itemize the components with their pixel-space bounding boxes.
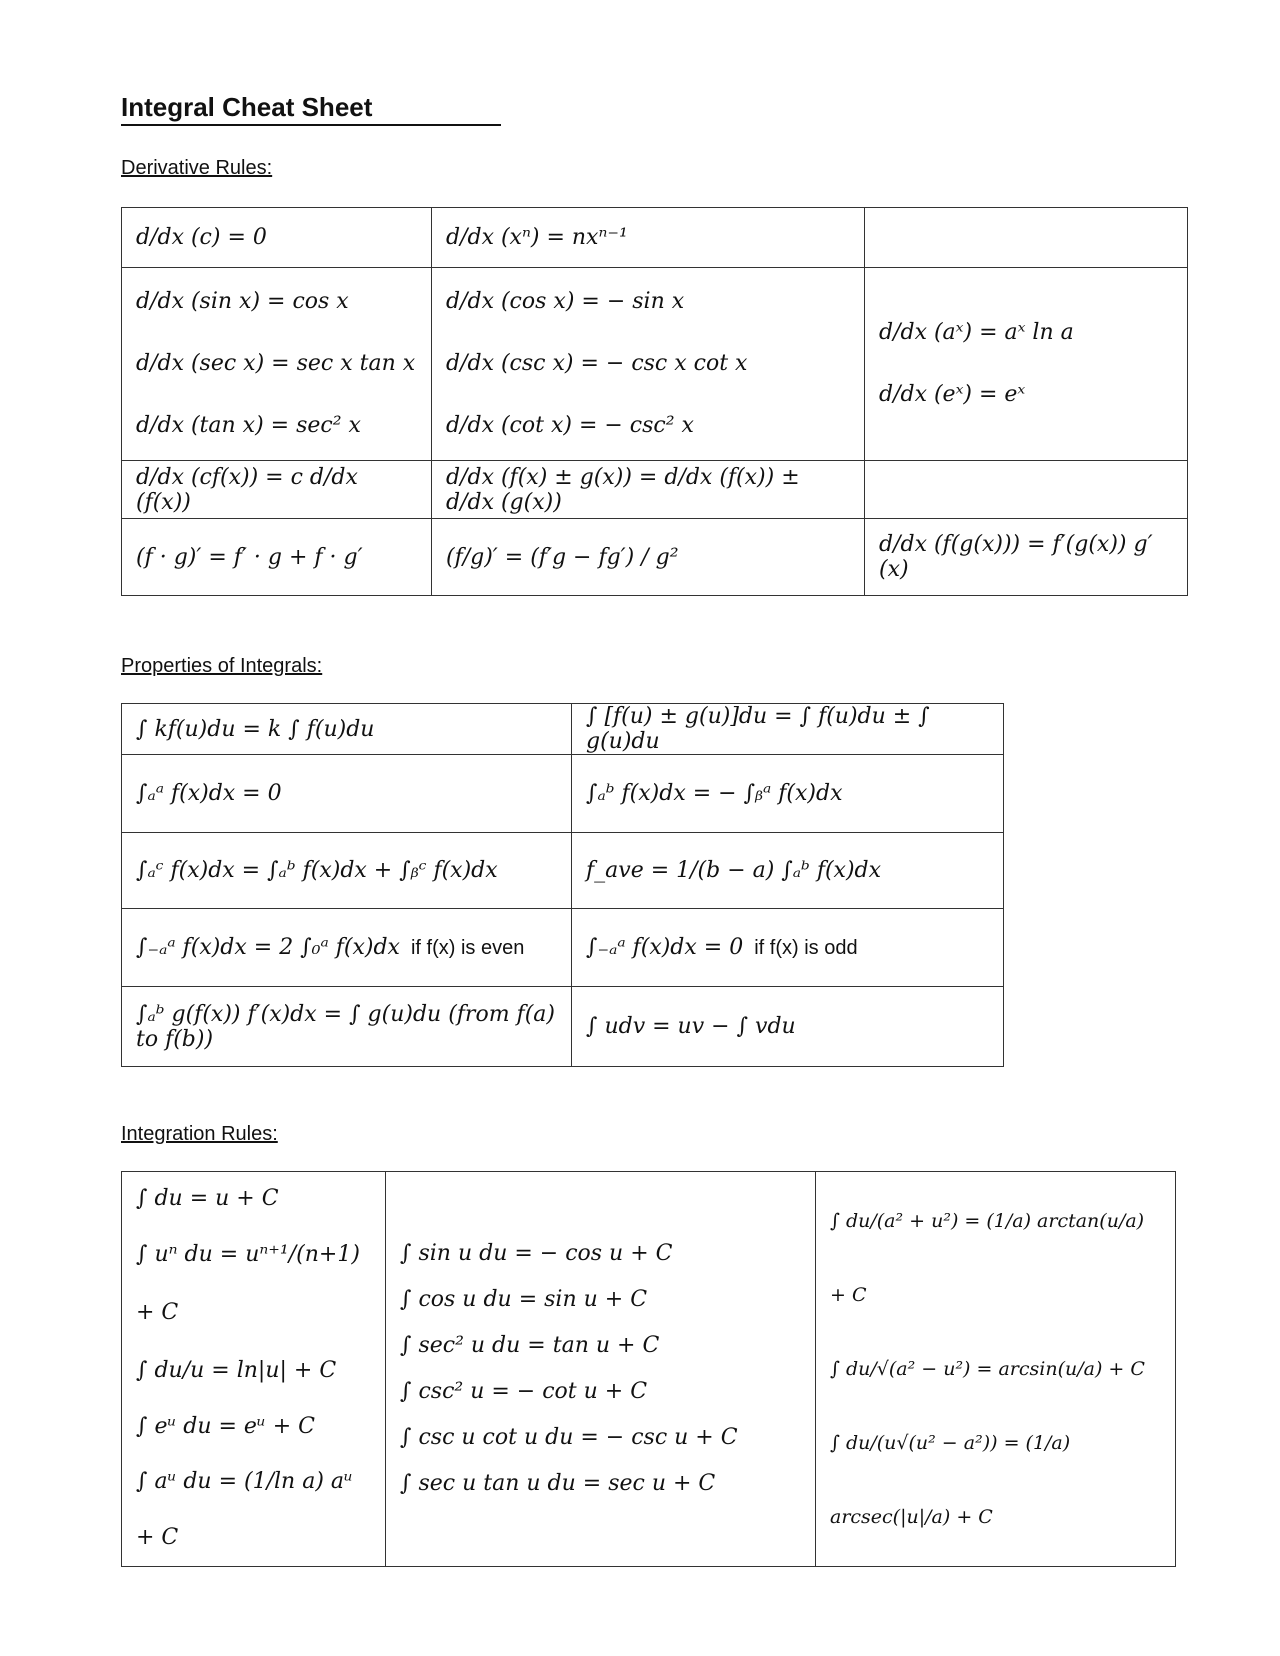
derivative-csc: d/dx (csc x) = − csc x cot x bbox=[446, 351, 748, 376]
derivative-const: d/dx (c) = 0 bbox=[122, 208, 432, 268]
derivative-rules-table bbox=[121, 207, 1188, 596]
integral-exp-e: ∫ eᵘ du = eᵘ + C bbox=[136, 1414, 315, 1439]
derivative-sec: d/dx (sec x) = sec x tan x bbox=[136, 351, 416, 376]
property-odd-note: if f(x) is odd bbox=[754, 937, 858, 959]
integral-csccot: ∫ csc u cot u du = − csc u + C bbox=[400, 1425, 738, 1450]
derivative-exp-col bbox=[865, 268, 1188, 461]
property-even: ∫₋ₐᵃ f(x)dx = 2 ∫₀ᵃ f(x)dx bbox=[136, 935, 400, 960]
derivative-const-mult: d/dx (cf(x)) = c d/dx (f(x)) bbox=[122, 461, 432, 519]
integral-exp-a: ∫ aᵘ du = (1/ln a) aᵘ + C bbox=[136, 1469, 353, 1550]
property-by-parts: ∫ udv = uv − ∫ vdu bbox=[572, 987, 1004, 1067]
property-zero-width: ∫ₐᵃ f(x)dx = 0 bbox=[122, 755, 572, 833]
integral-sin: ∫ sin u du = − cos u + C bbox=[400, 1241, 673, 1266]
integral-power: ∫ uⁿ du = uⁿ⁺¹/(n+1) + C bbox=[136, 1242, 360, 1325]
integral-log: ∫ du/u = ln|u| + C bbox=[136, 1358, 337, 1383]
derivative-trig-col1 bbox=[122, 268, 432, 461]
derivative-exp-a: d/dx (aˣ) = aˣ ln a bbox=[879, 320, 1074, 345]
integration-col3 bbox=[816, 1172, 1176, 1567]
derivative-cos: d/dx (cos x) = − sin x bbox=[446, 289, 685, 314]
integral-sectan: ∫ sec u tan u du = sec u + C bbox=[400, 1471, 716, 1496]
derivative-power: d/dx (xⁿ) = nxⁿ⁻¹ bbox=[432, 208, 865, 268]
integral-arcsec: ∫ du/(u√(u² − a²)) = (1/a) arcsec(|u|/a) + C bbox=[830, 1432, 1071, 1528]
integral-arcsin: ∫ du/√(a² − u²) = arcsin(u/a) + C bbox=[830, 1358, 1145, 1380]
derivative-exp-e: d/dx (eˣ) = eˣ bbox=[879, 382, 1026, 407]
integral-sec2: ∫ sec² u du = tan u + C bbox=[400, 1333, 660, 1358]
property-odd: ∫₋ₐᵃ f(x)dx = 0 bbox=[586, 935, 744, 960]
derivative-trig-col2 bbox=[432, 268, 865, 461]
property-split: ∫ₐᶜ f(x)dx = ∫ₐᵇ f(x)dx + ∫ᵦᶜ f(x)dx bbox=[122, 833, 572, 909]
integral-arctan: ∫ du/(a² + u²) = (1/a) arctan(u/a) + C bbox=[830, 1210, 1145, 1306]
derivative-chain: d/dx (f(g(x))) = f′(g(x)) g′(x) bbox=[865, 519, 1188, 596]
integral-du: ∫ du = u + C bbox=[136, 1186, 279, 1211]
integral-cos: ∫ cos u du = sin u + C bbox=[400, 1287, 648, 1312]
derivative-sum: d/dx (f(x) ± g(x)) = d/dx (f(x)) ± d/dx (g(x)) bbox=[432, 461, 865, 519]
property-substitution: ∫ₐᵇ g(f(x)) f′(x)dx = ∫ g(u)du (from f(a) to f(b)) bbox=[122, 987, 572, 1067]
property-reverse: ∫ₐᵇ f(x)dx = − ∫ᵦᵃ f(x)dx bbox=[572, 755, 1004, 833]
property-sum: ∫ [f(u) ± g(u)]du = ∫ f(u)du ± ∫ g(u)du bbox=[572, 704, 1004, 755]
property-even-cell bbox=[122, 909, 572, 987]
property-odd-cell bbox=[572, 909, 1004, 987]
empty-cell bbox=[865, 461, 1188, 519]
integral-properties-heading: Properties of Integrals: bbox=[121, 655, 323, 677]
derivative-tan: d/dx (tan x) = sec² x bbox=[136, 413, 361, 438]
derivative-product: (f · g)′ = f′ · g + f · g′ bbox=[122, 519, 432, 596]
derivative-quotient: (f/g)′ = (f′g − fg′) / g² bbox=[432, 519, 865, 596]
empty-cell bbox=[865, 208, 1188, 268]
integration-col1 bbox=[122, 1172, 386, 1567]
derivative-sin: d/dx (sin x) = cos x bbox=[136, 289, 349, 314]
integral-csc2: ∫ csc² u = − cot u + C bbox=[400, 1379, 648, 1404]
page-title: Integral Cheat Sheet bbox=[121, 92, 501, 126]
property-const-mult: ∫ kf(u)du = k ∫ f(u)du bbox=[122, 704, 572, 755]
derivative-rules-heading: Derivative Rules: bbox=[121, 157, 273, 179]
property-even-note: if f(x) is even bbox=[410, 937, 525, 959]
integration-rules-table bbox=[121, 1171, 1176, 1567]
integration-col2 bbox=[386, 1172, 816, 1567]
integral-properties-table bbox=[121, 703, 1004, 1067]
derivative-cot: d/dx (cot x) = − csc² x bbox=[446, 413, 694, 438]
property-average: f_ave = 1/(b − a) ∫ₐᵇ f(x)dx bbox=[572, 833, 1004, 909]
integration-rules-heading: Integration Rules: bbox=[121, 1123, 278, 1145]
